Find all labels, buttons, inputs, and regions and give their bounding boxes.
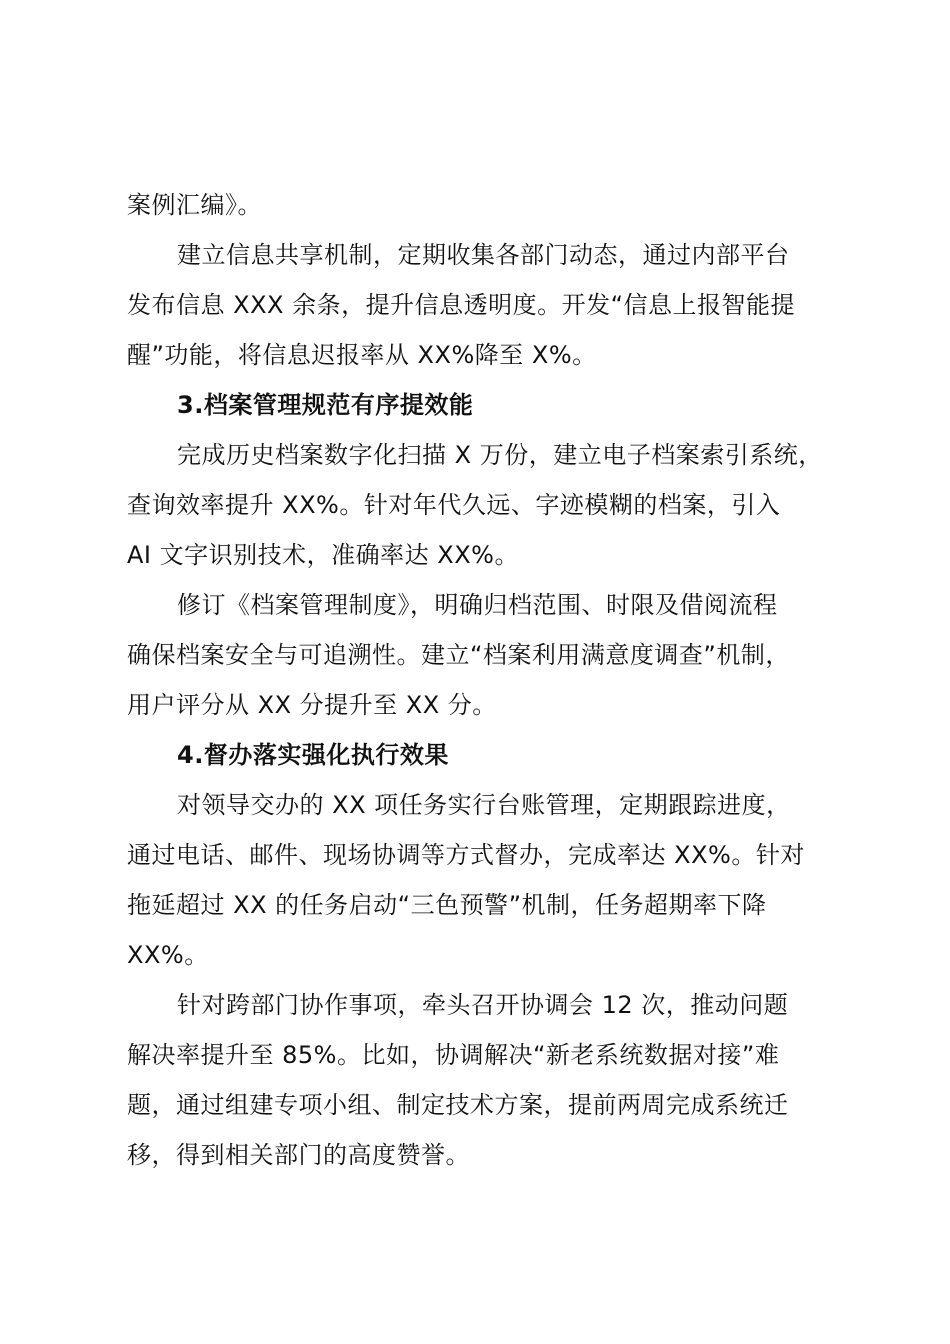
text-line: 题，通过组建专项小组、制定技术方案，提前两周完成系统迁 [127,1091,789,1119]
text-line: 建立信息共享机制，定期收集各部门动态，通过内部平台 [177,241,790,269]
paragraph-archive-digitization [127,430,837,580]
text-line: AI 文字识别技术，准确率达 XX%。 [127,541,519,569]
paragraph-case-compilation-end [127,180,837,230]
text-line: 对领导交办的 XX 项任务实行台账管理，定期跟踪进度， [177,791,791,819]
text-line: 拖延超过 XX 的任务启动“三色预警”机制，任务超期率下降 [127,891,767,919]
text-line: 发布信息 XXX 余条，提升信息透明度。开发“信息上报智能提 [127,291,796,319]
text-line: 醒”功能，将信息迟报率从 XX%降至 X%。 [127,341,597,369]
text-line: 完成历史档案数字化扫描 X 万份，建立电子档案索引系统， [177,441,823,469]
text-line: 解决率提升至 85%。比如，协调解决“新老系统数据对接”难 [127,1041,780,1069]
text-line: 针对跨部门协作事项，牵头召开协调会 12 次，推动问题 [177,991,789,1019]
text-line: 修订《档案管理制度》，明确归档范围、时限及借阅流程 [177,591,778,619]
paragraph-cross-department [127,980,837,1180]
paragraph-archive-regulations [127,580,837,730]
section-heading-supervision: 4.督办落实强化执行效果 [177,741,449,769]
text-line: 用户评分从 XX 分提升至 XX 分。 [127,691,497,719]
paragraph-task-ledger [127,780,837,980]
section-heading-archive-management: 3.档案管理规范有序提效能 [177,391,474,419]
document-body [127,180,837,1180]
text-line: 通过电话、邮件、现场协调等方式督办，完成率达 XX%。针对 [127,841,805,869]
text-line: 移，得到相关部门的高度赞誉。 [127,1141,470,1169]
text-line: XX%。 [127,941,209,969]
paragraph-info-sharing [127,230,837,380]
text-line: 案例汇编》。 [127,191,262,219]
text-line: 确保档案安全与可追溯性。建立“档案利用满意度调查”机制， [127,641,790,669]
text-line: 查询效率提升 XX%。针对年代久远、字迹模糊的档案，引入 [127,491,781,519]
